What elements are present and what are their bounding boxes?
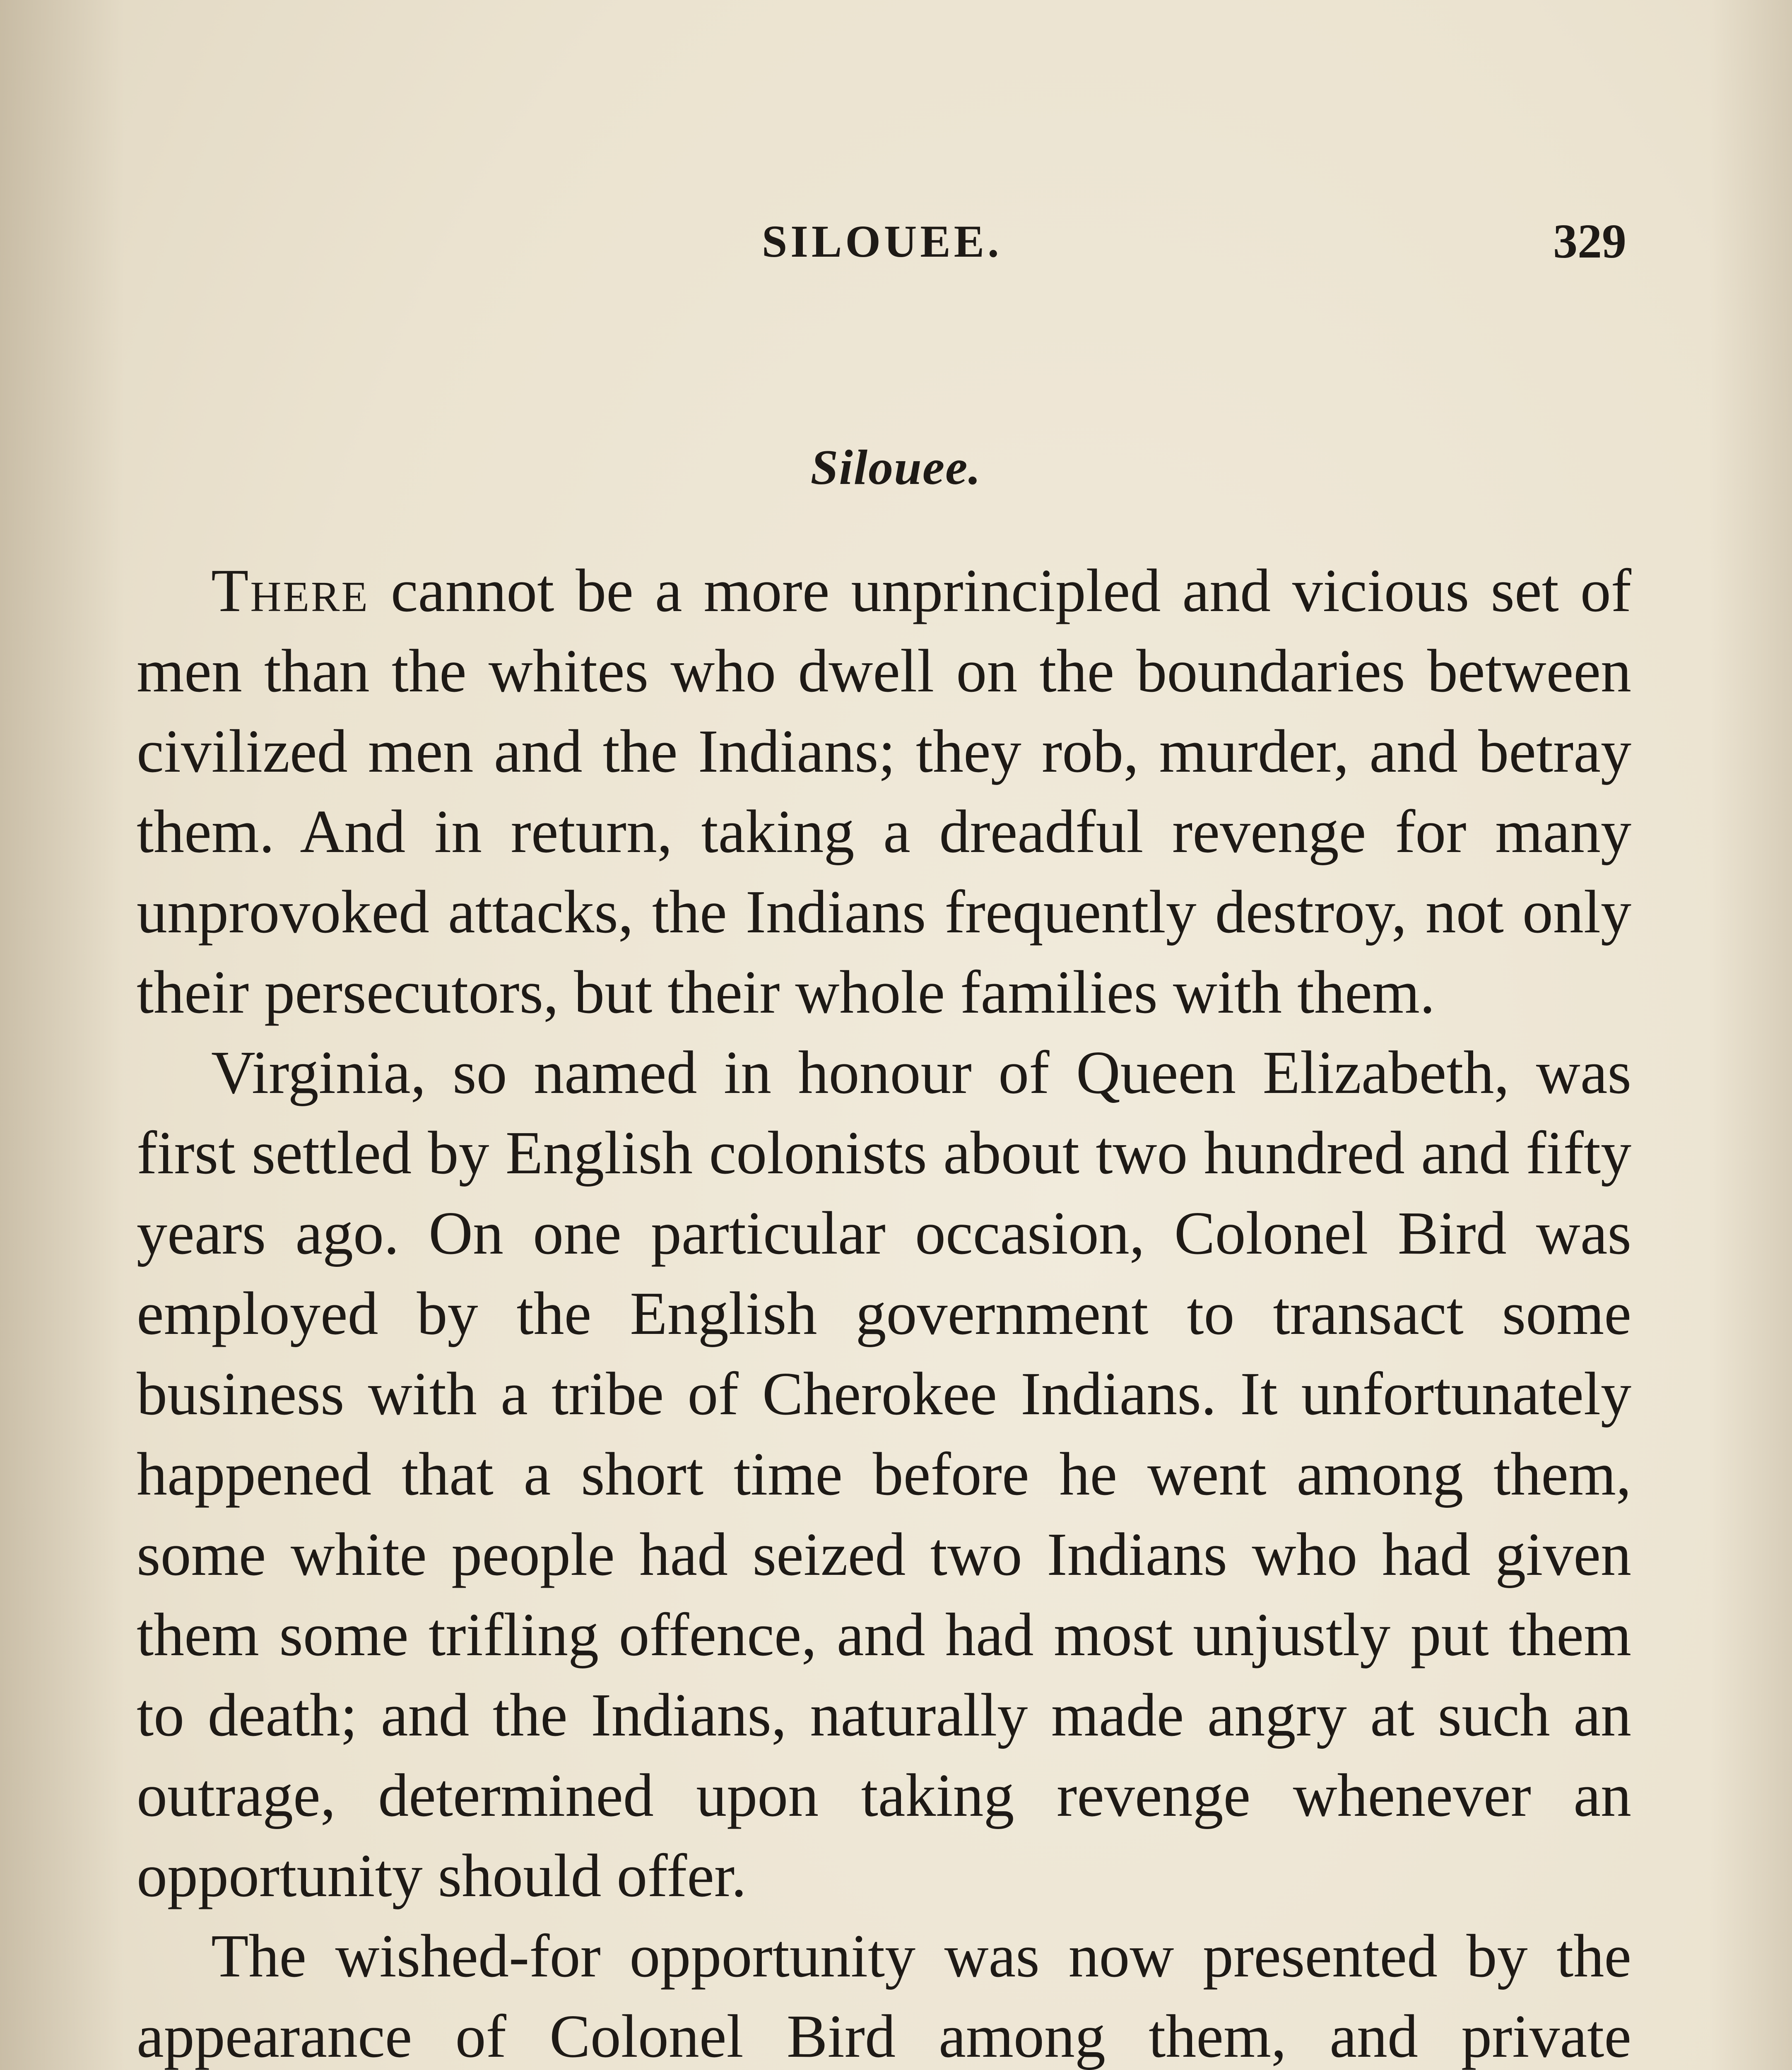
body-text: [137, 551, 1631, 2070]
section-title: Silouee.: [810, 440, 982, 495]
paragraph-text: cannot be a more unprincipled and vicious set of men than the whites who dwell on the boundaries between civilized men and the Indians; they rob, murder, and betray them. And in return, taking a dreadful revenge for many unprovoked attacks, the Indians frequently destroy, not only their persecutors, but their whole families with them.: [137, 557, 1631, 1026]
paragraph-3: [137, 1916, 1631, 2070]
paragraph-2: [137, 1033, 1631, 1916]
paragraph-text: The wished-for opportunity was now presented by the appearance of Colonel Bird among them, and private: [137, 1922, 1631, 2070]
running-head: SILOUEE.: [762, 216, 1002, 267]
page-gutter-shadow: [0, 0, 124, 2070]
page-number: 329: [1553, 214, 1626, 268]
paragraph-text: Virginia, so named in honour of Queen Elizabeth, was first settled by English colonists about two hundred and fifty years ago. On one particular occasion, Colonel Bird was employed by the English government to transact some business with a tribe of Cherokee Indians. It unfortunately happened that a short time before he went among them, some white people had seized two Indians who had given them some trifling offence, and had most unjustly put them to death; and the Indians, naturally made angry at such an outrage, determined upon taking revenge whenever an opportunity should offer.: [137, 1039, 1631, 1910]
paragraph-lead: There: [211, 557, 369, 625]
paragraph-1: [137, 551, 1631, 1033]
page-edge-shadow: [1709, 0, 1792, 2070]
